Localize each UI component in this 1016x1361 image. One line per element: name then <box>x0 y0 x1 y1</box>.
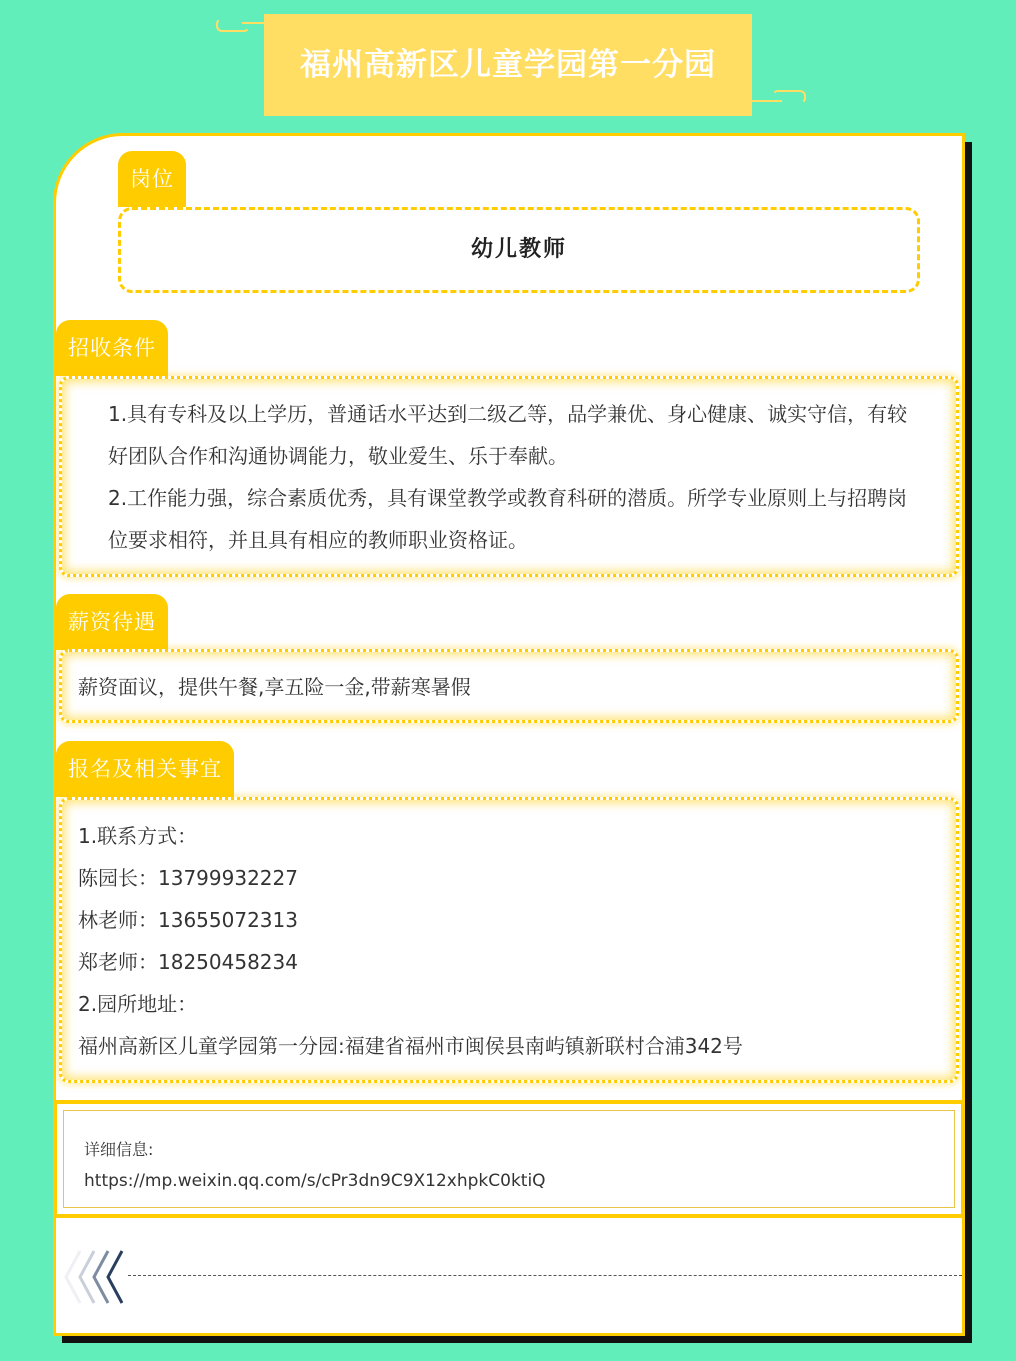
details-box <box>53 1100 965 1218</box>
apply-line-contact-3: 郑老师：18250458234 <box>78 950 298 974</box>
content-card <box>53 133 965 1336</box>
requirements-box <box>59 376 959 577</box>
details-url[interactable]: https://mp.weixin.qq.com/s/cPr3dn9C9X12xhpkC0ktiQ <box>84 1171 546 1191</box>
apply-line-address: 福州高新区儿童学园第一分园:福建省福州市闽侯县南屿镇新联村合浦342号 <box>78 1034 743 1058</box>
chevron-left-icon <box>62 1248 132 1306</box>
footer-divider <box>128 1275 962 1276</box>
requirement-item-2: 2.工作能力强，综合素质优秀，具有课堂教学或教育科研的潜质。所学专业原则上与招聘岗位要求相符，并且具有相应的教师职业资格证。 <box>108 486 908 552</box>
title-deco-line-bottom <box>302 100 782 102</box>
apply-line-contact-1: 陈园长：13799932227 <box>78 866 298 890</box>
tab-requirements: 招收条件 <box>56 320 168 376</box>
salary-text: 薪资面议，提供午餐,享五险一金,带薪寒暑假 <box>78 675 471 699</box>
post-value: 幼儿教师 <box>118 207 920 293</box>
apply-line-contact-2: 林老师：13655072313 <box>78 908 298 932</box>
title-deco-hook-right <box>772 90 806 104</box>
page-title: 福州高新区儿童学园第一分园 <box>300 47 716 83</box>
details-inner-frame <box>63 1110 955 1208</box>
tab-apply: 报名及相关事宜 <box>56 741 234 797</box>
salary-box <box>59 649 959 723</box>
title-banner <box>214 14 804 118</box>
tab-salary: 薪资待遇 <box>56 594 168 650</box>
requirement-item-1: 1.具有专科及以上学历，普通话水平达到二级乙等，品学兼优、身心健康、诚实守信，有较好团队合作和沟通协调能力，敬业爱生、乐于奉献。 <box>108 402 908 468</box>
title-deco-hook-left <box>216 18 250 32</box>
apply-line-address-heading: 2.园所地址： <box>78 992 198 1016</box>
apply-line-contact-heading: 1.联系方式： <box>78 824 198 848</box>
tab-post: 岗位 <box>118 151 186 207</box>
apply-box <box>59 797 959 1083</box>
details-label: 详细信息: <box>84 1140 154 1159</box>
